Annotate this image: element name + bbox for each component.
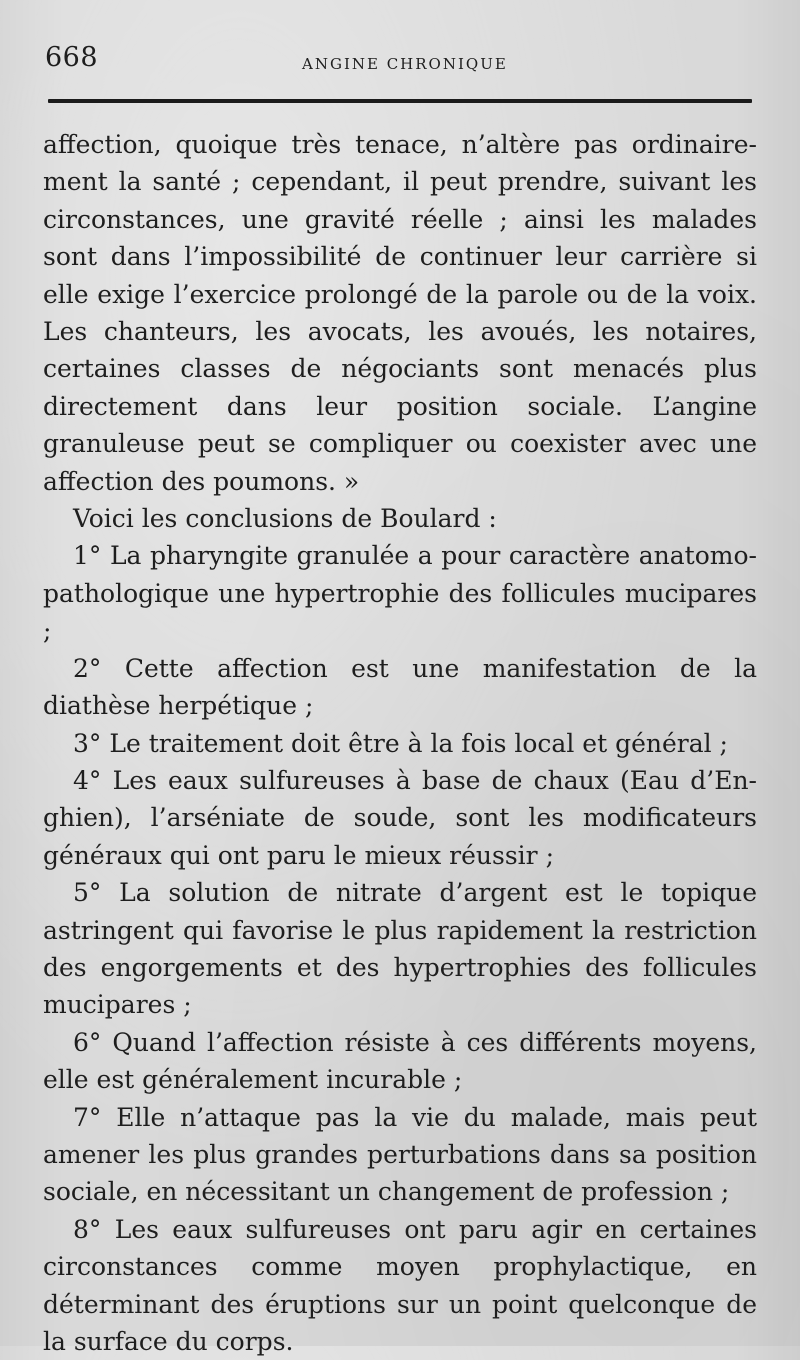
conclusion-item-6: 6° Quand l’affection résiste à ces différents moyens, elle est généralement incurable ;: [43, 1027, 757, 1095]
conclusion-item-5: 5° La solution de nitrate d’argent est le topique astringent qui favorise le plus rapidement la restriction des engorgements et des hypertrophies des follicules mucipares ;: [43, 878, 757, 1020]
header-rule: [48, 99, 752, 103]
conclusion-item-3: 3° Le traitement doit être à la fois local et général ;: [73, 728, 728, 758]
paragraph-conclusions-intro: Voici les conclusions de Boulard :: [73, 504, 497, 534]
conclusion-item-2: 2° Cette affection est une manifestation de la diathèse herpétique ;: [43, 653, 757, 721]
page-number: 668: [45, 42, 99, 73]
body-text: [43, 126, 757, 1360]
conclusion-item-7: 7° Elle n’attaque pas la vie du malade, mais peut amener les plus grandes perturbations dans sa position sociale, en nécessitant un changement de profession ;: [43, 1102, 757, 1207]
running-title: ANGINE CHRONIQUE: [302, 55, 508, 73]
paragraph-continuation: affection, quoique très tenace, n’altère pas ordinairement la santé ; cependant, il peut prendre, suivant les circonstances, une gravité réelle ; ainsi les malades sont dans l’impossibilité de continuer leur carrière si elle exige l’exercice prolongé de la parole ou de la voix. Les chanteurs, les avocats, les avoués, les notaires, certaines classes de négociants sont menacés plus directement dans leur position sociale. L’angine granuleuse peut se compliquer ou coexister avec une affection des poumons. »: [43, 130, 757, 496]
conclusion-item-1: 1° La pharyngite granulée a pour caractère anatomopathologique une hypertrophie des follicules mucipares ;: [43, 541, 757, 646]
conclusion-item-4: 4° Les eaux sulfureuses à base de chaux (Eau d’Enghien), l’arséniate de soude, sont les modificateurs généraux qui ont paru le mieux réussir ;: [43, 765, 757, 870]
page-header: [45, 40, 755, 80]
conclusion-item-8: 8° Les eaux sulfureuses ont paru agir en certaines circonstances comme moyen prophylactique, en déterminant des éruptions sur un point quelconque de la surface du corps.: [43, 1214, 757, 1356]
